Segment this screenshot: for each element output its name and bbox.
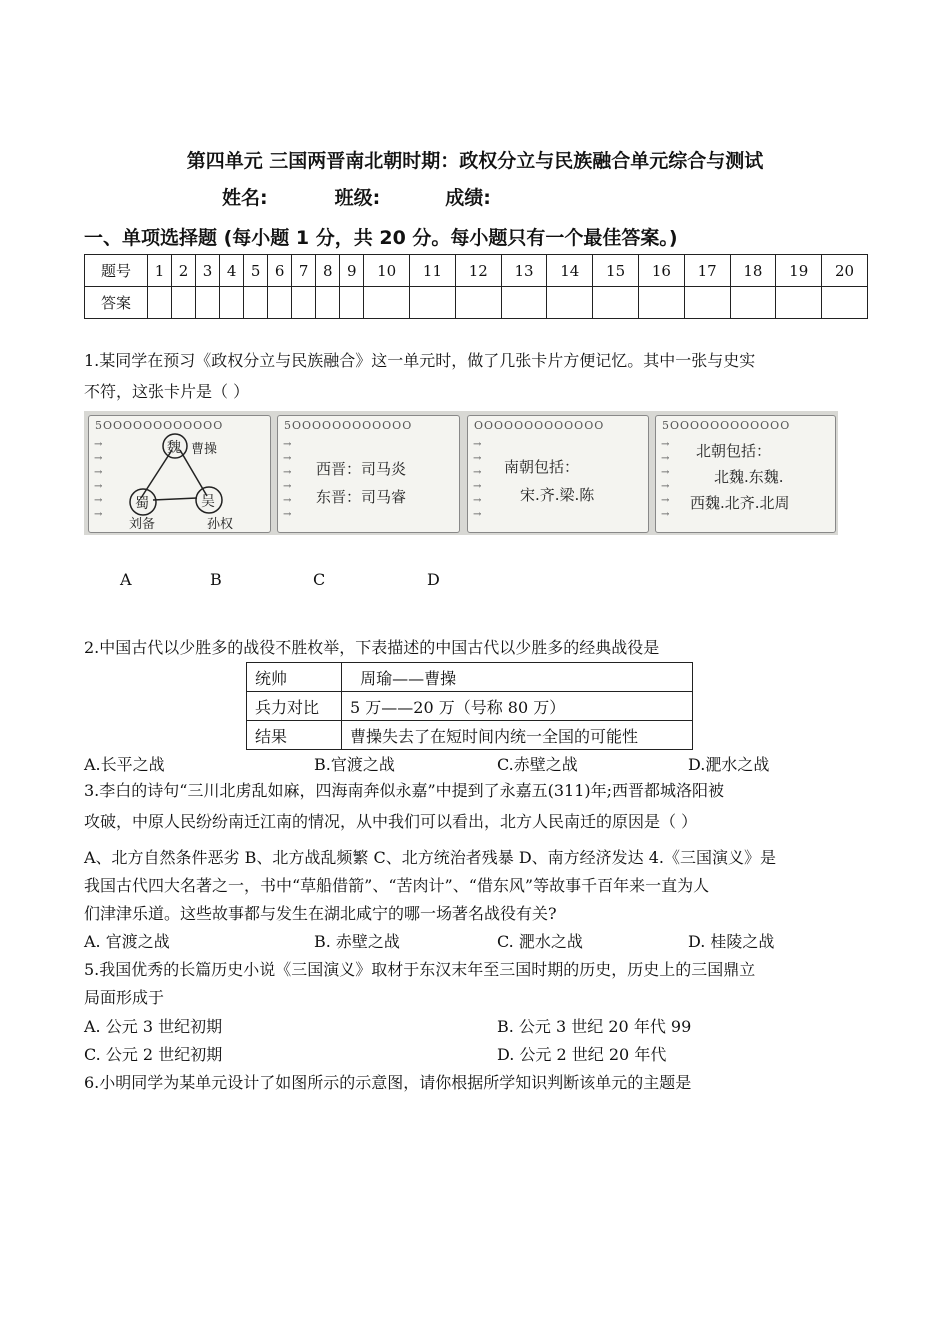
card-d [655,415,836,533]
shu-label: 蜀 [135,496,149,512]
question-number: 3 [196,255,220,287]
q3-text-line2: 攻破，中原人民纷纷南迁江南的情况，从中我们可以看出，北方人民南迁的原因是（ ） [84,812,698,831]
margin-arrows: → → → → → → [94,439,103,520]
card-a [88,415,271,533]
question-number: 15 [593,255,639,287]
answer-table-number-row [85,255,868,287]
answer-cell[interactable] [684,287,730,319]
question-number: 14 [547,255,593,287]
q4-text-line2: 们津津乐道。这些故事都与发生在湖北咸宁的哪一场著名战役有关? [84,904,557,923]
answer-table-row-label: 题号 [85,255,148,287]
card-d-line1: 北朝包括： [696,442,772,460]
q3-options-line: A、北方自然条件恶劣 B、北方战乱频繁 C、北方统治者残暴 D、南方经济发达 4.《三国演义》是 [84,848,776,867]
option-letter-a[interactable]: A [120,570,132,589]
caocao-label: 曹操 [191,442,218,457]
card-b-line1: 西晋：司马炎 [316,460,407,478]
spiral-rings: OOOOOOOOOOOOO [474,419,605,432]
question-number: 7 [292,255,316,287]
q5-option-c[interactable]: C. 公元 2 世纪初期 [84,1045,223,1064]
answer-cell[interactable] [638,287,684,319]
question-number: 19 [776,255,822,287]
page-title: 第四单元 三国两晋南北朝时期：政权分立与民族融合单元综合与测试 [186,150,764,172]
answer-cell[interactable] [547,287,593,319]
battle-key: 统帅 [247,663,342,692]
kingdom-diagram [89,416,270,532]
liubei-label: 刘备 [129,517,156,532]
sunquan-label: 孙权 [207,517,234,532]
battle-value: 5 万——20 万（号称 80 万） [342,692,693,721]
q2-option-d[interactable]: D.淝水之战 [688,755,770,774]
card-b [277,415,460,533]
card-d-line3: 西魏.北齐.北周 [690,494,790,512]
question-number: 4 [220,255,244,287]
student-info [222,183,491,210]
option-letter-c[interactable]: C [313,570,326,589]
question-number: 17 [684,255,730,287]
q5-option-b[interactable]: B. 公元 3 世纪 20 年代 99 [497,1017,692,1036]
answer-cell[interactable] [410,287,456,319]
question-number: 16 [638,255,684,287]
question-number: 2 [172,255,196,287]
battle-key: 结果 [247,721,342,750]
q2-option-c[interactable]: C.赤壁之战 [497,755,578,774]
answer-cell[interactable] [364,287,410,319]
answer-cell[interactable] [148,287,172,319]
card-c [467,415,649,533]
q5-text-line1: 5.我国优秀的长篇历史小说《三国演义》取材于东汉末年至三国时期的历史，历史上的三国鼎立 [84,960,756,979]
question-number: 12 [455,255,501,287]
q3-text-line1: 3.李白的诗句“三川北虏乱如麻，四海南奔似永嘉”中提到了永嘉五(311)年;西晋都城洛阳被 [84,781,725,800]
answer-cell[interactable] [822,287,868,319]
wu-label: 吴 [201,494,215,510]
card-c-line1: 南朝包括： [504,458,580,476]
q2-text: 2.中国古代以少胜多的战役不胜枚举，下表描述的中国古代以少胜多的经典战役是 [84,638,660,657]
answer-cell[interactable] [776,287,822,319]
answer-cell[interactable] [730,287,776,319]
answer-table [84,254,868,319]
question-number: 6 [268,255,292,287]
answer-cell[interactable] [316,287,340,319]
class-label: 班级: [334,187,381,209]
question-number: 8 [316,255,340,287]
battle-value: 周瑜——曹操 [342,663,693,692]
q6-text: 6.小明同学为某单元设计了如图所示的示意图，请你根据所学知识判断该单元的主题是 [84,1073,692,1092]
option-letter-d[interactable]: D [427,570,440,589]
q2-option-a[interactable]: A.长平之战 [84,755,165,774]
wei-label: 魏 [167,440,181,456]
option-letter-b[interactable]: B [210,570,222,589]
answer-cell[interactable] [455,287,501,319]
q4-option-a[interactable]: A. 官渡之战 [84,932,170,951]
q2-option-b[interactable]: B.官渡之战 [314,755,395,774]
spiral-rings: 5OOOOOOOOOOOO [95,419,224,432]
answer-cell[interactable] [292,287,316,319]
battle-key: 兵力对比 [247,692,342,721]
q4-option-c[interactable]: C. 淝水之战 [497,932,583,951]
q1-text-line1: 1.某同学在预习《政权分立与民族融合》这一单元时，做了几张卡片方便记忆。其中一张与史实 [84,351,756,370]
answer-cell[interactable] [196,287,220,319]
answer-cell[interactable] [268,287,292,319]
card-d-line2: 北魏.东魏. [714,468,784,486]
answer-cell[interactable] [501,287,547,319]
section-heading: 一、单项选择题 (每小题 1 分，共 20 分。每小题只有一个最佳答案。) [84,227,678,249]
q1-card-photo [84,411,838,535]
answer-cell[interactable] [593,287,639,319]
answer-cell[interactable] [220,287,244,319]
score-label: 成绩: [445,187,491,209]
q1-text-line2: 不符，这张卡片是（ ） [84,382,250,401]
q5-option-a[interactable]: A. 公元 3 世纪初期 [84,1017,223,1036]
q4-text-line1: 我国古代四大名著之一，书中“草船借箭”、“苦肉计”、“借东风”等故事千百年来一直为人 [84,876,710,895]
battle-table [246,662,693,750]
battle-row [247,663,693,692]
card-c-line2: 宋.齐.梁.陈 [520,486,595,504]
question-number: 13 [501,255,547,287]
answer-cell[interactable] [244,287,268,319]
battle-row [247,692,693,721]
battle-value: 曹操失去了在短时间内统一全国的可能性 [342,721,693,750]
margin-arrows: → → → → → → [283,439,292,520]
spiral-rings: 5OOOOOOOOOOOO [284,419,413,432]
question-number: 9 [340,255,364,287]
question-number: 1 [148,255,172,287]
q4-option-b[interactable]: B. 赤壁之战 [314,932,400,951]
q5-option-d[interactable]: D. 公元 2 世纪 20 年代 [497,1045,667,1064]
q5-text-line2: 局面形成于 [84,988,165,1007]
spiral-rings: 5OOOOOOOOOOOO [662,419,791,432]
question-number: 5 [244,255,268,287]
question-number: 18 [730,255,776,287]
card-b-line2: 东晋：司马睿 [316,488,407,506]
question-number: 10 [364,255,410,287]
question-number: 11 [410,255,456,287]
battle-row [247,721,693,750]
margin-arrows: → → → → → → [661,439,670,520]
margin-arrows: → → → → → → [473,439,482,520]
answer-cell[interactable] [340,287,364,319]
answer-cell[interactable] [172,287,196,319]
question-number: 20 [822,255,868,287]
q4-option-d[interactable]: D. 桂陵之战 [688,932,775,951]
name-label: 姓名: [222,187,268,209]
answer-table-row-label: 答案 [85,287,148,319]
answer-table-answer-row [85,287,868,319]
